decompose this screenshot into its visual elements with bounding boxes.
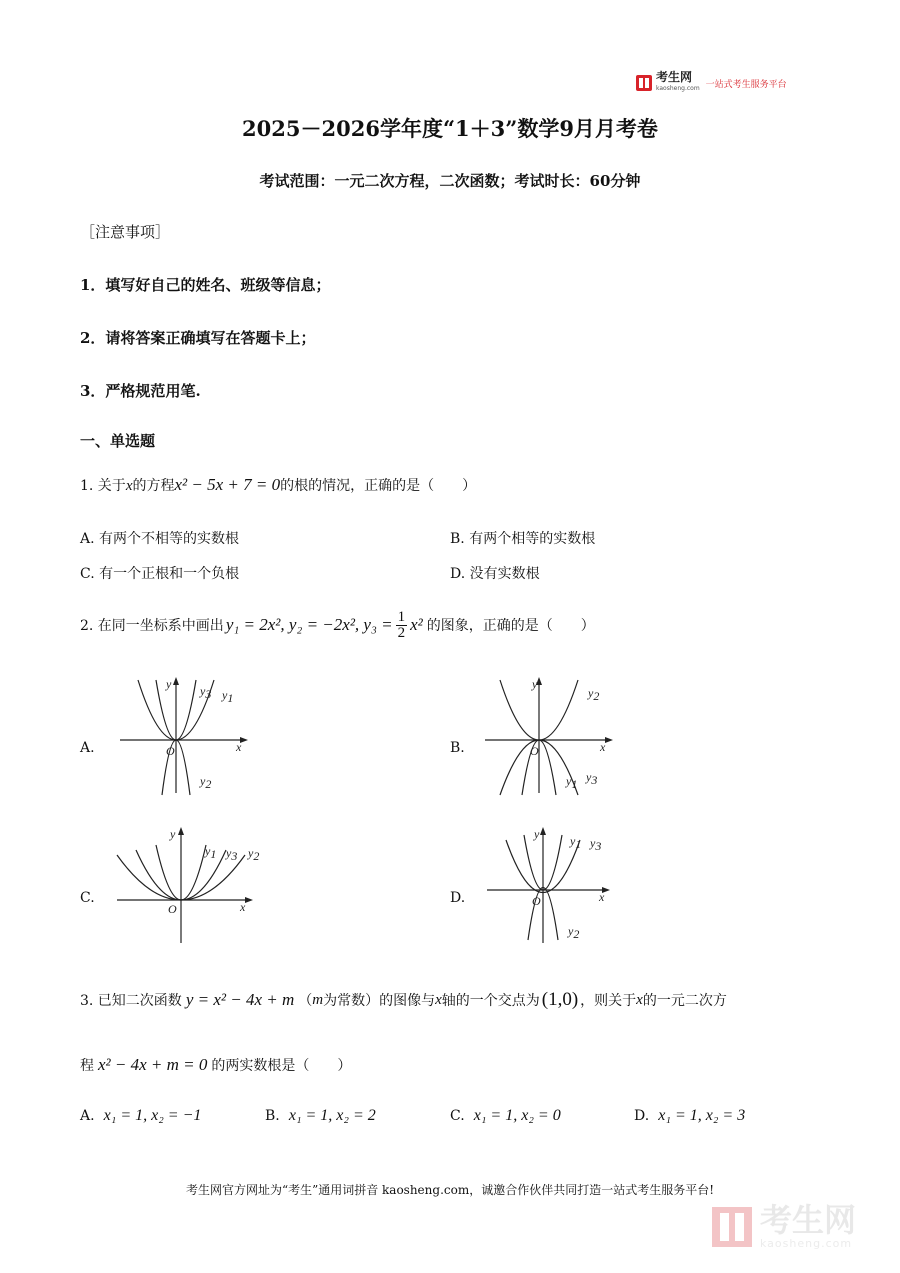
curve-label-y2: y2	[588, 686, 600, 703]
y-axis-arrow-icon	[540, 827, 546, 835]
option-c[interactable]: C. x₁ = 1, x₂ = 0	[450, 1107, 561, 1124]
option-b[interactable]: B. x₁ = 1, x₂ = 2	[265, 1107, 376, 1124]
option-c[interactable]: C. 有一个正根和一个负根	[80, 566, 240, 582]
axis-label-x: x	[599, 890, 605, 904]
curve-label-y3: y3	[200, 684, 212, 701]
y-axis-arrow-icon	[178, 827, 184, 835]
axis-label-y: y	[534, 827, 540, 841]
logo-slogan: 一站式考生服务平台	[705, 79, 787, 90]
logo-name: 考生网 kaosheng.com	[656, 70, 700, 92]
curve-label-y3: y3	[226, 846, 238, 863]
question-2-equation: y₁ = 2x², y₂ = −2x², y₃ =	[225, 615, 393, 634]
option-d[interactable]: D. 没有实数根	[450, 566, 540, 582]
kaosheng-logo-icon	[636, 75, 652, 91]
curve-label-y3: y3	[590, 836, 602, 853]
graph-option-c-label[interactable]: C.	[80, 890, 95, 906]
exam-title: 2025－2026学年度“1＋3”数学9月月考卷	[242, 116, 658, 141]
graph-option-a-label[interactable]: A.	[80, 740, 95, 756]
kaosheng-watermark-icon	[712, 1207, 752, 1247]
x-axis-arrow-icon	[605, 737, 613, 743]
axis-label-x: x	[600, 740, 606, 754]
header-logo	[636, 72, 787, 94]
y-axis-arrow-icon	[173, 677, 179, 685]
watermark-logo: 考生网 kaosheng.com	[712, 1203, 856, 1250]
axis-label-x: x	[240, 900, 246, 914]
graph-option-d-label[interactable]: D.	[450, 890, 466, 906]
footer-text: 考生网官方网址为“考生”通用词拼音 kaosheng.com，诚邀合作伙伴共同打造一站式考生服务平台!	[185, 1183, 715, 1197]
graph-option-a	[110, 675, 260, 795]
question-3-stem-cont: 程 x² − 4x + m = 0 的两实数根是（ ）	[80, 1055, 352, 1074]
notice-item: 2．请将答案正确填写在答题卡上；	[80, 329, 316, 347]
axis-label-y: y	[170, 827, 176, 841]
origin-label: O	[532, 894, 541, 908]
notice-item: 3．严格规范用笔.	[80, 382, 201, 400]
axis-label-y: y	[532, 677, 538, 691]
question-3-equation: x² − 4x + m = 0	[98, 1055, 208, 1074]
origin-label: O	[166, 744, 175, 758]
graph-option-b-label[interactable]: B.	[450, 740, 465, 756]
origin-label: O	[530, 744, 539, 758]
origin-label: O	[168, 902, 177, 916]
graph-option-c	[112, 825, 262, 945]
question-3-function: y = x² − 4x + m	[185, 990, 295, 1009]
fraction: $\frac{1}{2}$	[397, 608, 406, 641]
section-heading: 一、单选题	[80, 432, 156, 450]
curve-label-y2: y2	[568, 924, 580, 941]
option-d[interactable]: D. x₁ = 1, x₂ = 3	[634, 1107, 746, 1124]
curve-label-y1: y1	[570, 834, 582, 851]
x-axis-arrow-icon	[245, 897, 253, 903]
axis-label-x: x	[236, 740, 242, 754]
option-a[interactable]: A. 有两个不相等的实数根	[80, 531, 240, 547]
graph-option-d	[482, 825, 632, 945]
notice-item: 1．填写好自己的姓名、班级等信息；	[80, 276, 331, 294]
option-a[interactable]: A. x₁ = 1, x₂ = −1	[80, 1107, 202, 1124]
curve-label-y2: y2	[248, 846, 260, 863]
notice-heading: ［注意事项］	[80, 223, 171, 241]
question-2-stem: 2. 在同一坐标系中画出 y₁ = 2x², y₂ = −2x², y₃ = $\frac{1}{2}$ x² 的图象，正确的是（ ）	[80, 608, 595, 641]
intersection-point: (1,0)	[541, 989, 579, 1010]
graph-option-b	[480, 675, 630, 795]
question-1-equation: x² − 5x + 7 = 0	[174, 475, 281, 494]
question-3-stem: 3. 已知二次函数 y = x² − 4x + m （ m 为常数）的图像与 x 轴的一个交点为 (1,0) ，则关于 x 的一元二次方	[80, 989, 727, 1010]
exam-subtitle: 考试范围：一元二次方程，二次函数；考试时长：60分钟	[259, 172, 641, 190]
curve-label-y1: y1	[205, 844, 217, 861]
curve-label-y1: y1	[566, 774, 578, 791]
curve-label-y1: y1	[222, 688, 234, 705]
axis-label-y: y	[166, 677, 172, 691]
curve-label-y3: y3	[586, 770, 598, 787]
curve-label-y2: y2	[200, 774, 212, 791]
question-1-stem: 1. 关于x的方程x² − 5x + 7 = 0的根的情况，正确的是（ ）	[80, 475, 477, 494]
option-b[interactable]: B. 有两个相等的实数根	[450, 531, 596, 547]
